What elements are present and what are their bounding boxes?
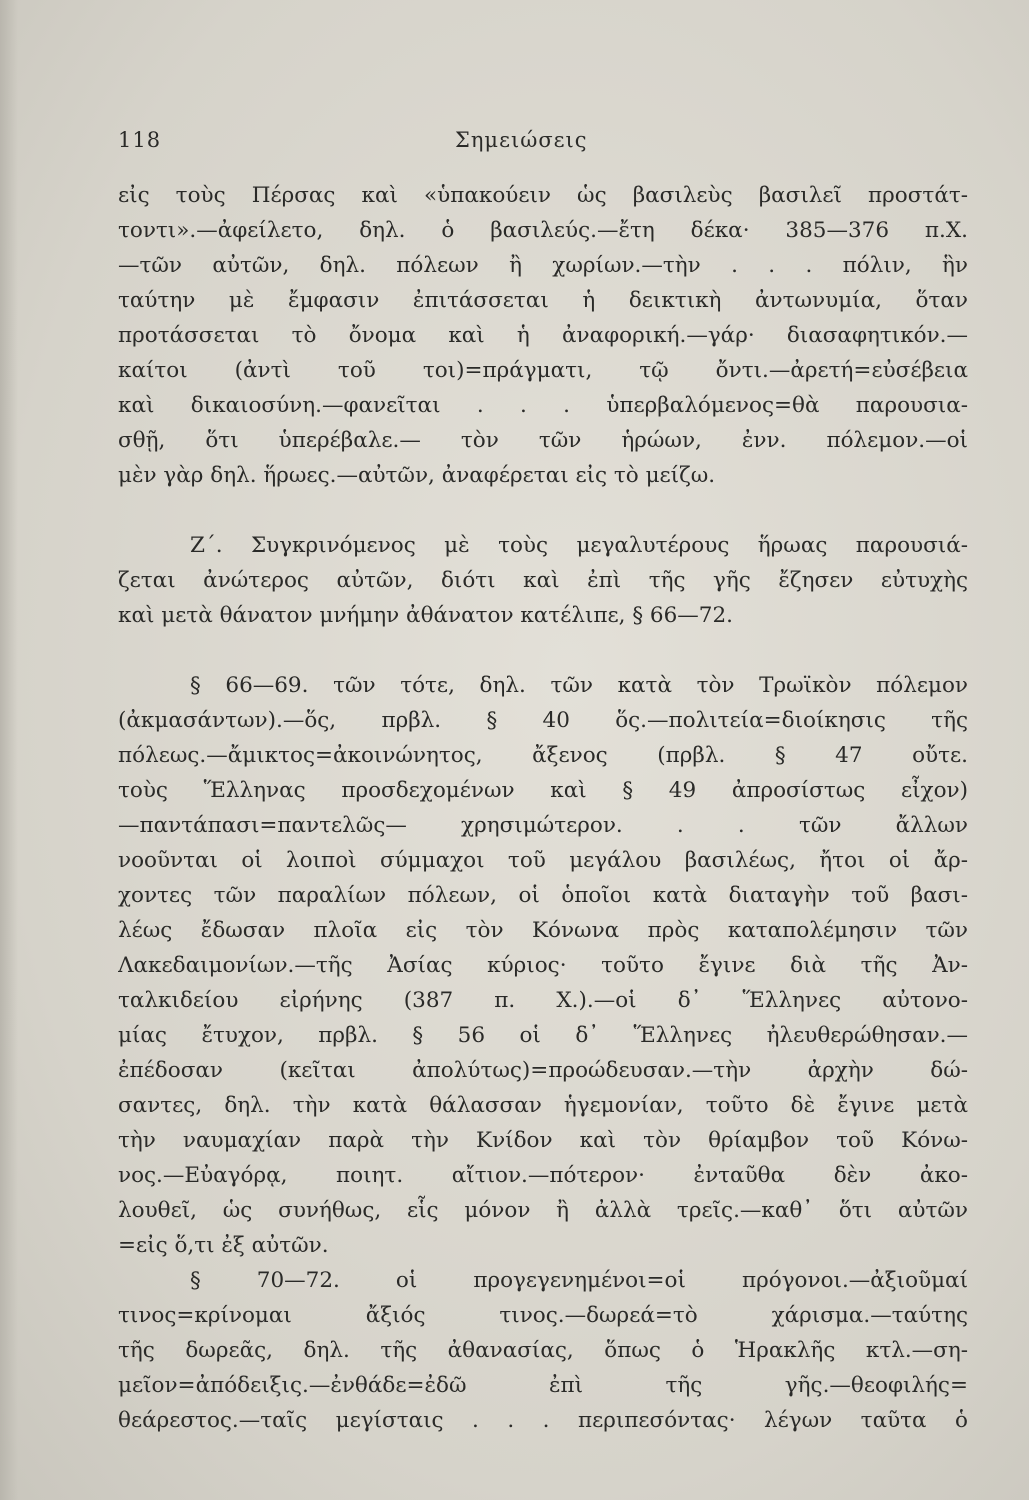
text-line: μὲν γὰρ δηλ. ἥρωες.—αὐτῶν, ἀναφέρεται εἰς τὸ μείζω. (118, 463, 716, 488)
text-line: τοὺς Ἕλληνας προσδεχομένων καὶ § 49 ἀπροσίστως εἶχον) (118, 778, 968, 803)
paragraph-2 (118, 528, 968, 633)
text-line: θεάρεστος.—ταῖς μεγίσταις . . . περιπεσόντας· λέγων ταῦτα ὁ (118, 1408, 968, 1433)
text-line: (ἀκμασάντων).—ὅς, πρβλ. § 40 ὅς.—πολιτεία=διοίκησις τῆς (118, 708, 968, 733)
text-line: τινος=κρίνομαι ἄξιός τινος.—δωρεά=τὸ χάρισμα.—ταύτης (118, 1303, 968, 1328)
body-text (118, 178, 968, 1438)
text-line: =εἰς ὅ,τι ἐξ αὐτῶν. (118, 1233, 329, 1258)
text-line: τῆς δωρεᾶς, δηλ. τῆς ἀθανασίας, ὅπως ὁ Ἡρακλῆς κτλ.—ση- (118, 1338, 968, 1363)
text-line: ταύτην μὲ ἔμφασιν ἐπιτάσσεται ἡ δεικτικὴ ἀντωνυμία, ὅταν (118, 288, 968, 313)
text-line: § 66—69. τῶν τότε, δηλ. τῶν κατὰ τὸν Τρωϊκὸν πόλεμον (190, 673, 968, 698)
text-line: προτάσσεται τὸ ὄνομα καὶ ἡ ἀναφορική.—γάρ· διασαφητικόν.— (118, 323, 968, 348)
text-line: σθῇ, ὅτι ὑπερέβαλε.— τὸν τῶν ἡρώων, ἐνν. πόλεμον.—οἱ (118, 428, 968, 453)
text-line: ἐπέδοσαν (κεῖται ἀπολύτως)=προώδευσαν.—τὴν ἀρχὴν δώ- (118, 1058, 968, 1083)
text-line: νος.—Εὐαγόρᾳ, ποιητ. αἴτιον.—πότερον· ἐνταῦθα δὲν ἀκο- (118, 1163, 968, 1188)
text-line: νοοῦνται οἱ λοιποὶ σύμμαχοι τοῦ μεγάλου βασιλέως, ἤτοι οἱ ἄρ- (118, 848, 968, 873)
page-header (0, 128, 1029, 158)
text-line: μεῖον=ἀπόδειξις.—ἐνθάδε=ἐδῶ ἐπὶ τῆς γῆς.—θεοφιλής= (118, 1373, 968, 1398)
text-line: καίτοι (ἀντὶ τοῦ τοι)=πράγματι, τῷ ὄντι.—ἀρετή=εὐσέβεια (118, 358, 968, 383)
text-line: —τῶν αὐτῶν, δηλ. πόλεων ἢ χωρίων.—τὴν . . . πόλιν, ἣν (118, 253, 968, 278)
text-line: καὶ μετὰ θάνατον μνήμην ἀθάνατον κατέλιπε, § 66—72. (118, 603, 733, 628)
text-line: καὶ δικαιοσύνη.—φανεῖται . . . ὑπερβαλόμενος=θὰ παρουσια- (118, 393, 968, 418)
text-line: σαντες, δηλ. τὴν κατὰ θάλασσαν ἡγεμονίαν, τοῦτο δὲ ἔγινε μετὰ (118, 1093, 968, 1118)
text-line: λουθεῖ, ὡς συνήθως, εἷς μόνον ἢ ἀλλὰ τρεῖς.—καθ᾽ ὅτι αὐτῶν (118, 1198, 968, 1223)
paragraph-3 (118, 668, 968, 1263)
running-head: Σημειώσεις (455, 128, 588, 152)
page-shadow-edge (0, 0, 18, 1500)
paragraph-1 (118, 178, 968, 493)
text-line: ζεται ἀνώτερος αὐτῶν, διότι καὶ ἐπὶ τῆς γῆς ἔζησεν εὐτυχὴς (118, 568, 968, 593)
text-line: μίας ἔτυχον, πρβλ. § 56 οἱ δ᾽ Ἕλληνες ἠλευθερώθησαν.— (118, 1023, 968, 1048)
text-line: λέως ἔδωσαν πλοῖα εἰς τὸν Κόνωνα πρὸς καταπολέμησιν τῶν (118, 918, 968, 943)
text-line: χοντες τῶν παραλίων πόλεων, οἱ ὁποῖοι κατὰ διαταγὴν τοῦ βασι- (118, 883, 968, 908)
text-line: Ζ΄. Συγκρινόμενος μὲ τοὺς μεγαλυτέρους ἥρωας παρουσιά- (190, 533, 968, 558)
page-number: 118 (118, 128, 162, 152)
text-line: —παντάπασι=παντελῶς— χρησιμώτερον. . . τῶν ἄλλων (118, 813, 968, 838)
text-line: εἰς τοὺς Πέρσας καὶ «ὑπακούειν ὡς βασιλεὺς βασιλεῖ προστάτ- (118, 183, 968, 208)
text-line: τὴν ναυμαχίαν παρὰ τὴν Κνίδον καὶ τὸν θρίαμβον τοῦ Κόνω- (118, 1128, 968, 1153)
text-line: ταλκιδείου εἰρήνης (387 π. Χ.).—οἱ δ᾽ Ἕλληνες αὐτονο- (118, 988, 968, 1013)
text-line: τοντι».—ἀφείλετο, δηλ. ὁ βασιλεύς.—ἔτη δέκα· 385—376 π.Χ. (118, 218, 968, 243)
text-line: πόλεως.—ἄμικτος=ἀκοινώνητος, ἄξενος (πρβλ. § 47 οὔτε. (118, 743, 968, 768)
paragraph-4 (118, 1263, 968, 1438)
text-line: § 70—72. οἱ προγεγενημένοι=οἱ πρόγονοι.—ἀξιοῦμαί (190, 1268, 968, 1293)
text-line: Λακεδαιμονίων.—τῆς Ἀσίας κύριος· τοῦτο ἔγινε διὰ τῆς Ἀν- (118, 953, 968, 978)
